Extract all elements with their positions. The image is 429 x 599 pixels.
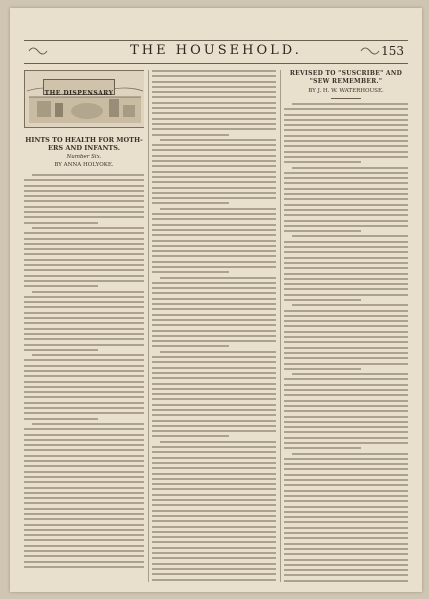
column-left xyxy=(24,70,144,582)
column-divider xyxy=(148,70,149,582)
article-title: REVISED TO "SUSCRIBE" AND "SEW REMEMBER." xyxy=(289,70,403,85)
ornament-icon xyxy=(360,45,380,57)
journal-page xyxy=(10,8,422,592)
column-right xyxy=(284,70,408,582)
article-byline: BY ANNA HOLYOKE. xyxy=(54,162,114,168)
page-number: 153 xyxy=(381,44,404,58)
body-text xyxy=(24,174,144,568)
article-byline: BY J. H. W. WATERHOUSE. xyxy=(308,88,384,94)
body-text xyxy=(152,70,276,582)
header-title: THE HOUSEHOLD. xyxy=(130,43,302,58)
column-middle xyxy=(152,70,276,582)
vignette-banner: THE DISPENSARY xyxy=(43,79,115,95)
page-header xyxy=(24,40,408,64)
article-subtitle: Number Six. xyxy=(66,154,102,160)
column-divider xyxy=(280,70,281,582)
divider xyxy=(331,98,361,99)
body-text xyxy=(284,103,408,582)
article-title: HINTS TO HEALTH FOR MOTH-ERS AND INFANTS. xyxy=(25,136,143,152)
dispensary-illustration xyxy=(24,70,144,128)
